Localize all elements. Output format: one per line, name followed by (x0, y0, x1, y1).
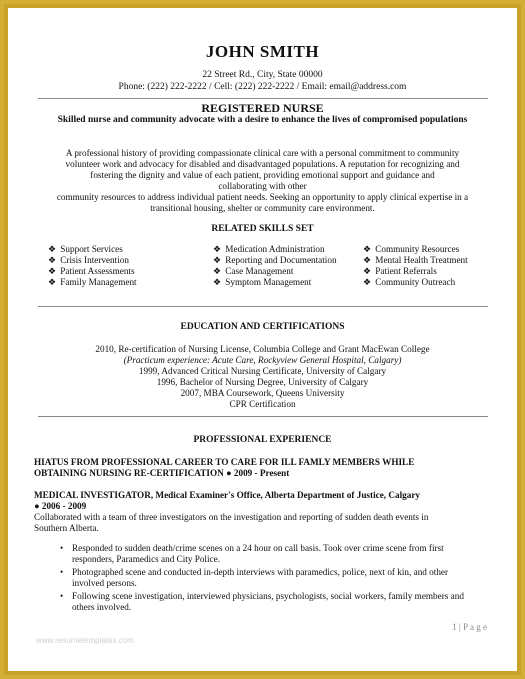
education-item: 1999, Advanced Critical Nursing Certificate, University of Calgary (138, 366, 387, 376)
role-tagline: Skilled nurse and community advocate with a desire to enhance the lives of compromised populations (57, 115, 468, 125)
skill-item: ❖ Family Management (48, 277, 137, 287)
list-item: • Following scene investigation, interviewed physicians, psychologists, social workers, family members and others involved. (60, 591, 464, 612)
bullet-icon: • (60, 591, 64, 601)
diamond-bullet-icon: ❖ (213, 277, 222, 287)
summary (8, 148, 517, 214)
education-item: (Practicum experience: Acute Care, Rockyview General Hospital, Calgary) (123, 355, 402, 365)
job-title: MEDICAL INVESTIGATOR, Medical Examiner's Office, Alberta Department of Justice, Calgary (34, 490, 421, 500)
diamond-bullet-icon: ❖ (213, 255, 222, 265)
summary-line: fostering the dignity and value of each patient, providing emotional support and guidance and (90, 170, 435, 180)
education-heading: EDUCATION AND CERTIFICATIONS (180, 322, 345, 332)
list-item: • Responded to sudden death/crime scenes on a 24 hour on call basis. Took over crime scene from first responders, Paramedics and City Police. (60, 543, 444, 564)
list-item: • Photographed scene and conducted in-depth interviews with paramedics, police, next of kin, and other involved persons. (60, 567, 449, 588)
bullet-icon: • (60, 543, 64, 553)
diamond-bullet-icon: ❖ (213, 244, 222, 254)
skills-column-1 (48, 244, 137, 288)
contact-line: Phone: (222) 222-2222 / Cell: (222) 222-2222 / Email: email@address.com (118, 82, 407, 92)
diamond-bullet-icon: ❖ (213, 266, 222, 276)
role-title: REGISTERED NURSE (201, 101, 324, 115)
skills-heading: RELATED SKILLS SET (211, 224, 314, 234)
skill-item: ❖ Case Management (213, 266, 294, 276)
divider (38, 416, 488, 417)
diamond-bullet-icon: ❖ (48, 277, 57, 287)
diamond-bullet-icon: ❖ (363, 266, 372, 276)
education-item: 1996, Bachelor of Nursing Degree, University of Calgary (156, 377, 369, 387)
hiatus-line: OBTAINING NURSING RE-CERTIFICATION ● 2009 - Present (34, 468, 290, 478)
summary-line: collaborating with other (218, 181, 307, 191)
experience-heading: PROFESSIONAL EXPERIENCE (193, 435, 332, 445)
diamond-bullet-icon: ❖ (48, 266, 57, 276)
skill-item: ❖ Mental Health Treatment (363, 255, 468, 265)
job-description: Collaborated with a team of three investigators on the investigation and reporting of sudden death events in (34, 512, 429, 522)
candidate-name: JOHN SMITH (205, 42, 320, 61)
hiatus-line: HIATUS FROM PROFESSIONAL CAREER TO CARE FOR ILL FAMLY MEMBERS WHILE (34, 457, 415, 467)
diamond-bullet-icon: ❖ (363, 277, 372, 287)
diamond-bullet-icon: ❖ (363, 244, 372, 254)
address-line: 22 Street Rd., City, State 00000 (202, 70, 323, 80)
divider (38, 306, 488, 307)
education-item: 2007, MBA Coursework, Queens University (180, 388, 345, 398)
summary-line: community resources to address individual patient needs. Seeking an opportunity to apply clinical expertise in a (56, 192, 469, 202)
job-dates: ● 2006 - 2009 (34, 501, 87, 511)
skill-item: ❖ Patient Referrals (363, 266, 437, 276)
education-item: 2010, Re-certification of Nursing License, Columbia College and Grant MacEwan College (95, 344, 430, 354)
divider (38, 98, 488, 99)
resume-page (8, 8, 517, 671)
skill-item: ❖ Patient Assessments (48, 266, 135, 276)
page-number: 1 | P a g e (452, 622, 487, 632)
job-description: Southern Alberta. (34, 523, 99, 533)
skill-item: ❖ Crisis Intervention (48, 255, 129, 265)
skill-item: ❖ Community Outreach (363, 277, 456, 287)
diamond-bullet-icon: ❖ (48, 244, 57, 254)
bullet-icon: • (60, 567, 64, 577)
diamond-bullet-icon: ❖ (363, 255, 372, 265)
skill-item: ❖ Support Services (48, 244, 123, 254)
skill-item: ❖ Medication Administration (213, 244, 325, 254)
skills-column-2 (213, 244, 337, 288)
skills-column-3 (363, 244, 468, 288)
education-list (8, 344, 517, 410)
skill-item: ❖ Reporting and Documentation (213, 255, 337, 265)
education-item: CPR Certification (229, 399, 296, 409)
skill-item: ❖ Symptom Management (213, 277, 312, 287)
skill-item: ❖ Community Resources (363, 244, 460, 254)
summary-line: A professional history of providing compassionate clinical care with a personal commitment to community (65, 148, 460, 158)
summary-line: volunteer work and advocacy for disabled and disadvantaged populations. A reputation for recognizing and (65, 159, 460, 169)
summary-line: transitional housing, shelter or community care environment. (150, 203, 375, 213)
watermark-text: www.resumetemplates.com (36, 636, 134, 645)
diamond-bullet-icon: ❖ (48, 255, 57, 265)
